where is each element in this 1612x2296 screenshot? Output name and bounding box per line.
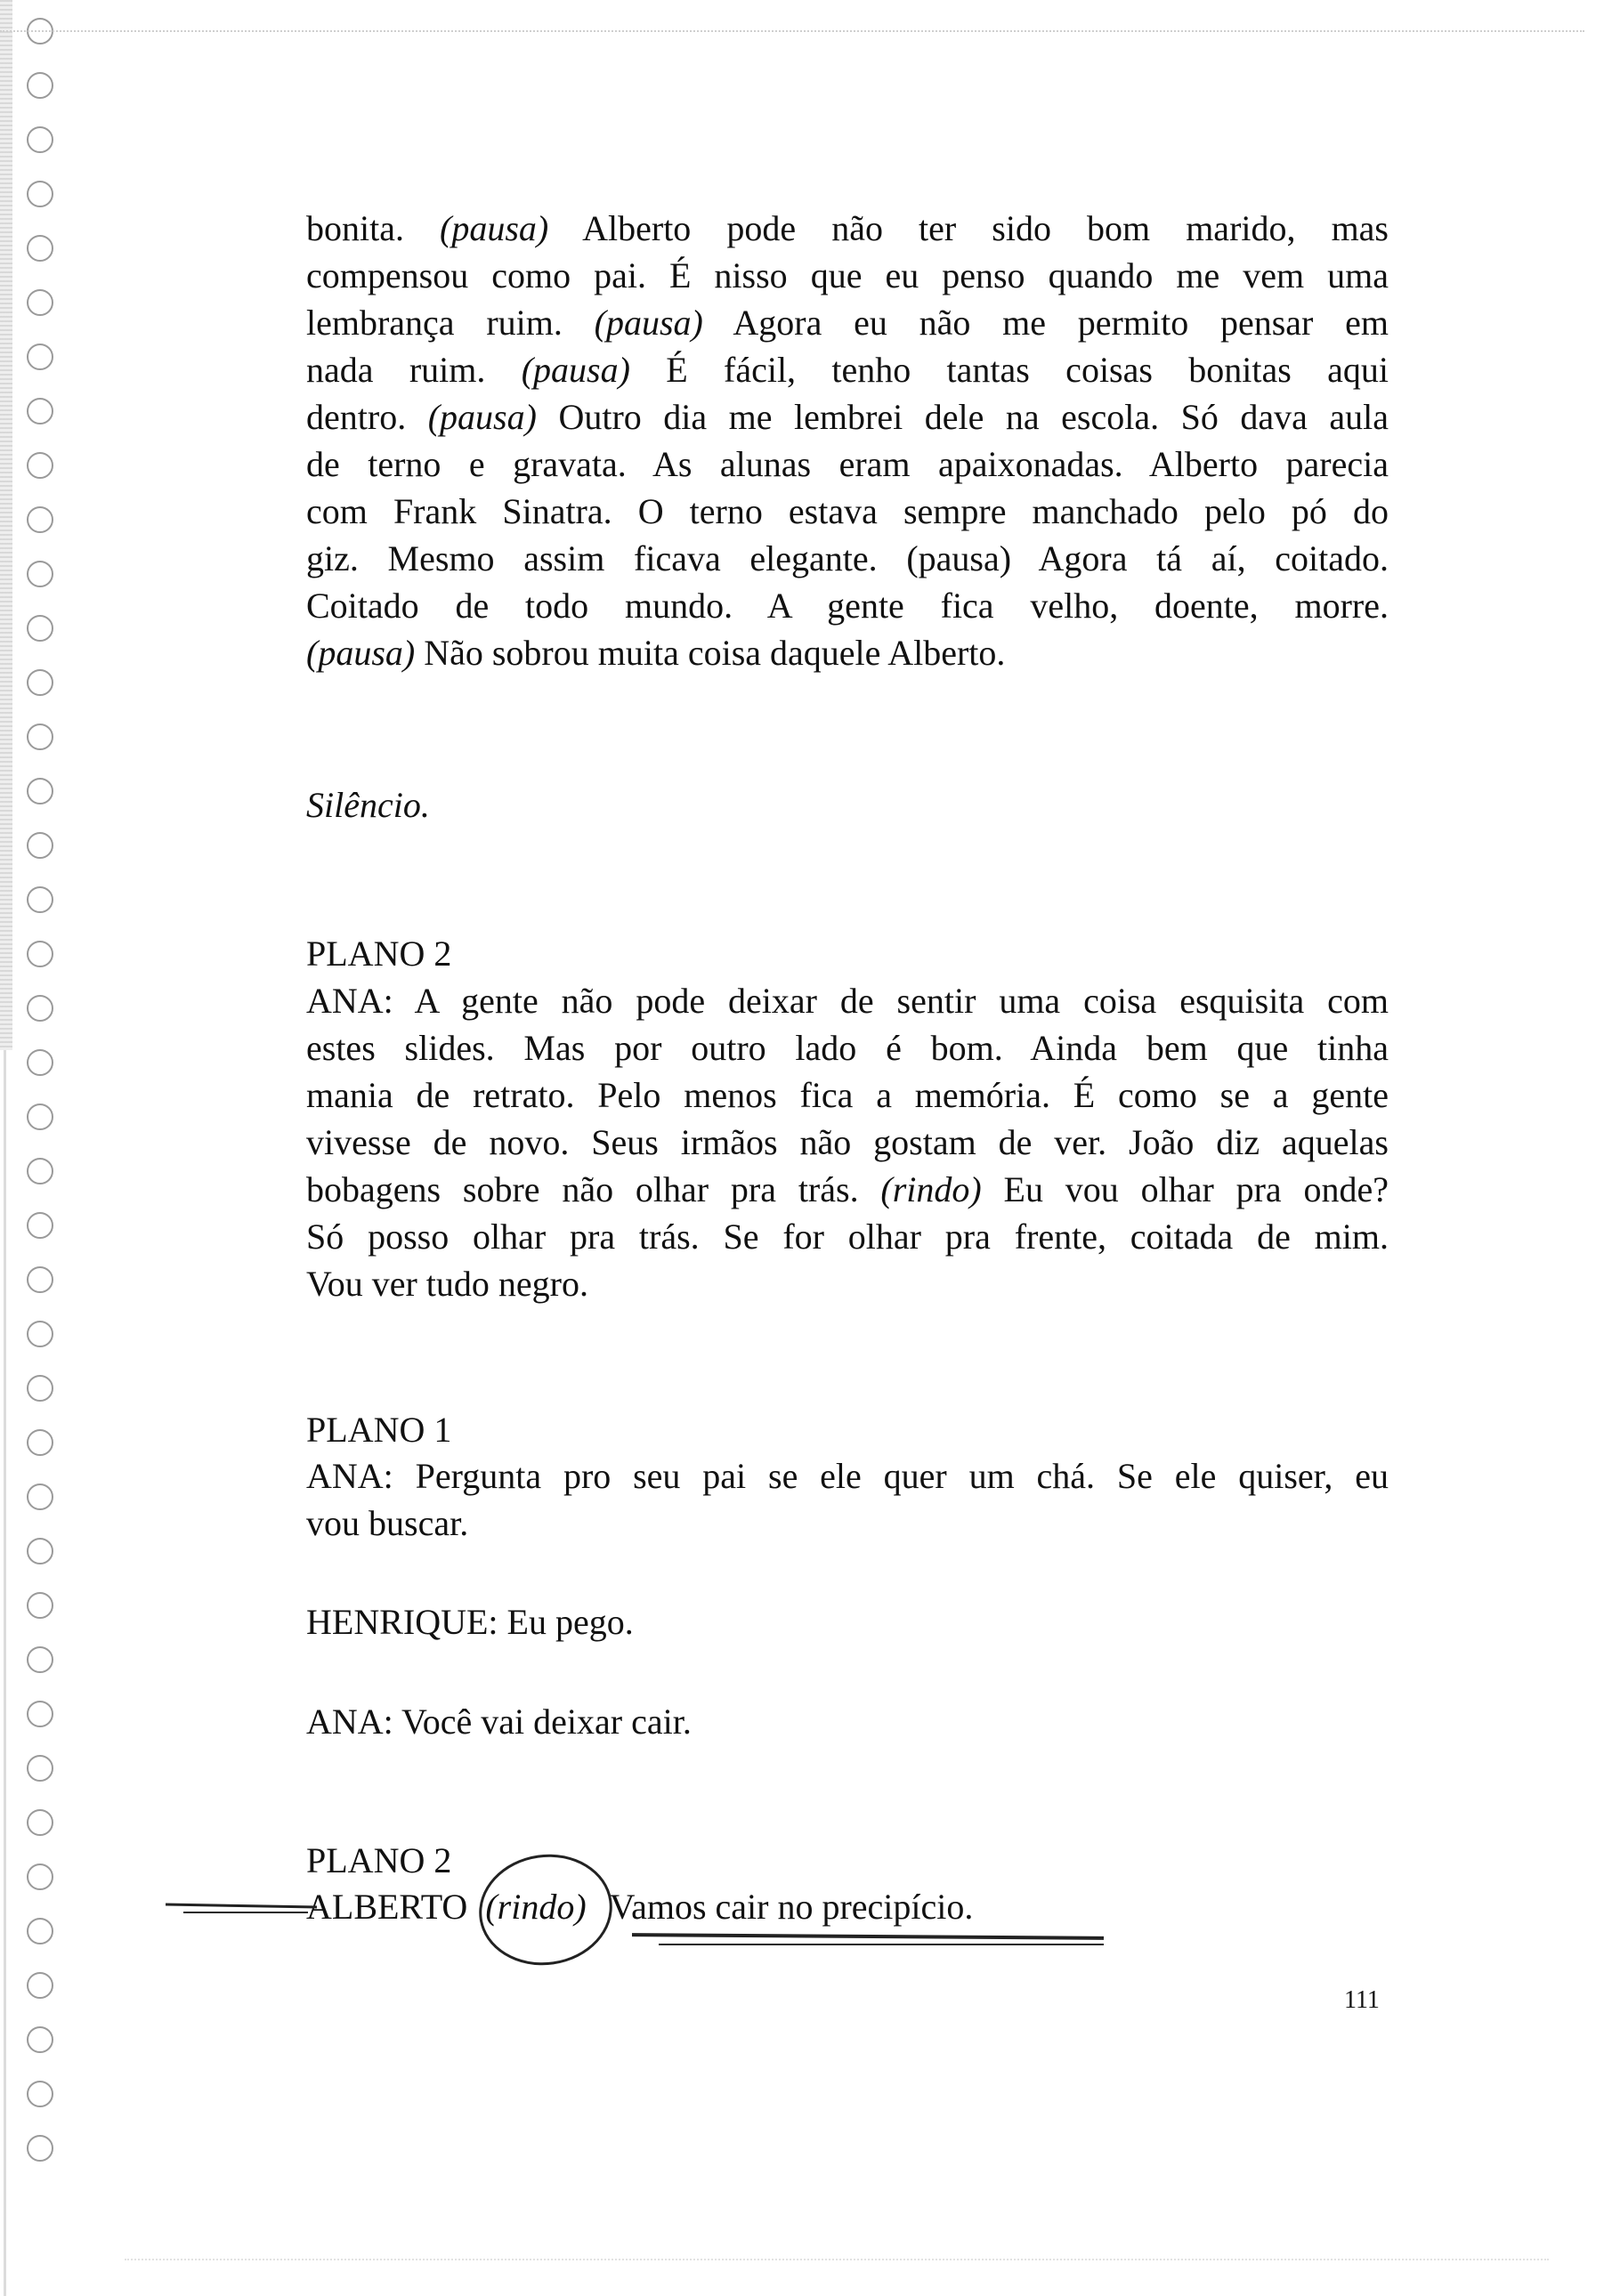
top-dotted-rule bbox=[0, 30, 1584, 32]
binder-hole bbox=[27, 1212, 53, 1239]
stage-note: (pausa) bbox=[521, 350, 630, 390]
binder-hole bbox=[27, 344, 53, 370]
stage-note: (rindo) bbox=[880, 1169, 982, 1209]
binder-hole bbox=[27, 1321, 53, 1347]
line-text: vou buscar. bbox=[306, 1503, 469, 1543]
stage-note: (pausa) bbox=[427, 397, 537, 437]
scene-heading-plano-2: PLANO 2 bbox=[306, 934, 452, 974]
monologue-line bbox=[306, 346, 1389, 393]
ana-question-paragraph bbox=[306, 1452, 1389, 1547]
line-text: mania de retrato. Pelo menos fica a memória. É como se a gente bbox=[306, 1075, 1389, 1115]
monologue-line bbox=[306, 535, 1389, 582]
binder-hole bbox=[27, 181, 53, 207]
bottom-dotted-rule bbox=[125, 2259, 1549, 2260]
stage-note: (pausa) bbox=[306, 633, 416, 673]
ana-speech-line bbox=[306, 1119, 1389, 1166]
binder-hole bbox=[27, 72, 53, 99]
binder-hole bbox=[27, 995, 53, 1022]
speaker-alberto: ALBERTO bbox=[306, 1887, 468, 1927]
binder-hole bbox=[27, 398, 53, 424]
line-text: giz. Mesmo assim ficava elegante. (pausa) Agora tá aí, coitado. bbox=[306, 538, 1389, 578]
monologue-line bbox=[306, 252, 1389, 299]
monologue-line bbox=[306, 205, 1389, 252]
monologue-line bbox=[306, 629, 1389, 676]
binder-hole bbox=[27, 1104, 53, 1130]
monologue-line bbox=[306, 488, 1389, 535]
ana-speech-line bbox=[306, 1213, 1389, 1260]
line-text: ANA: A gente não pode deixar de sentir uma coisa esquisita com bbox=[306, 981, 1389, 1021]
binder-hole bbox=[27, 1158, 53, 1184]
binder-hole bbox=[27, 1863, 53, 1890]
monologue-line bbox=[306, 393, 1389, 441]
line-text: Alberto pode não ter sido bom marido, mas bbox=[548, 208, 1389, 248]
binder-hole bbox=[27, 1592, 53, 1619]
stage-direction-text: Silêncio. bbox=[306, 785, 430, 825]
line-text: compensou como pai. É nisso que eu penso quando me vem uma bbox=[306, 255, 1389, 295]
binder-hole bbox=[27, 452, 53, 479]
binder-hole bbox=[27, 615, 53, 642]
ana-question-line bbox=[306, 1500, 1389, 1547]
binder-hole bbox=[27, 832, 53, 859]
binder-hole bbox=[27, 2081, 53, 2107]
scene-heading-plano-2-final: PLANO 2 bbox=[306, 1840, 452, 1880]
alberto-speech: Vamos cair no precipício. bbox=[609, 1887, 974, 1927]
line-text: com Frank Sinatra. O terno estava sempre manchado pelo pó do bbox=[306, 491, 1389, 531]
binder-hole bbox=[27, 1429, 53, 1456]
binder-hole bbox=[27, 778, 53, 804]
ana-speech-line bbox=[306, 1166, 1389, 1213]
line-text: bobagens sobre não olhar pra trás. bbox=[306, 1169, 881, 1209]
stage-direction bbox=[306, 781, 430, 829]
ana-speech-line bbox=[306, 1260, 1389, 1307]
line-text: Agora eu não me permito pensar em bbox=[702, 303, 1389, 343]
line-text: Só posso olhar pra trás. Se for olhar pra frente, coitada de mim. bbox=[306, 1217, 1389, 1257]
binder-hole bbox=[27, 669, 53, 696]
binder-hole bbox=[27, 886, 53, 913]
binder-hole bbox=[27, 2135, 53, 2162]
line-text: ANA: Pergunta pro seu pai se ele quer um chá. Se ele quiser, eu bbox=[306, 1456, 1389, 1496]
monologue-line bbox=[306, 582, 1389, 629]
binder-hole bbox=[27, 1484, 53, 1510]
binder-hole bbox=[27, 941, 53, 967]
alberto-line bbox=[306, 1883, 973, 1930]
direction-rindo: (rindo) bbox=[485, 1887, 587, 1927]
ana-speech-paragraph bbox=[306, 977, 1389, 1307]
binder-hole bbox=[27, 1049, 53, 1076]
binder-hole bbox=[27, 506, 53, 533]
line-text: Vou ver tudo negro. bbox=[306, 1264, 588, 1304]
binder-hole bbox=[27, 1918, 53, 1944]
pen-strike-mark-2 bbox=[183, 1912, 308, 1913]
binder-hole bbox=[27, 724, 53, 750]
pen-circle-mark bbox=[472, 1846, 620, 1974]
page-number: 111 bbox=[1344, 1986, 1380, 2014]
line-text: vivesse de novo. Seus irmãos não gostam de ver. João diz aquelas bbox=[306, 1122, 1389, 1162]
line-text: lembrança ruim. bbox=[306, 303, 595, 343]
pen-underline-mark-2 bbox=[659, 1944, 1104, 1945]
binder-edge-lower bbox=[4, 1050, 6, 2296]
line-text: dentro. bbox=[306, 397, 428, 437]
monologue-line bbox=[306, 299, 1389, 346]
pen-strike-mark bbox=[166, 1904, 317, 1909]
binder-hole bbox=[27, 289, 53, 316]
line-text: Eu vou olhar pra onde? bbox=[981, 1169, 1389, 1209]
stage-note: (pausa) bbox=[594, 303, 703, 343]
line-text: Outro dia me lembrei dele na escola. Só dava aula bbox=[536, 397, 1389, 437]
scene-heading-plano-1: PLANO 1 bbox=[306, 1410, 452, 1450]
line-text: nada ruim. bbox=[306, 350, 522, 390]
line-text: Coitado de todo mundo. A gente fica velho, doente, morre. bbox=[306, 586, 1389, 626]
binder-hole bbox=[27, 1266, 53, 1293]
binder-hole bbox=[27, 1701, 53, 1727]
ana-speech-line bbox=[306, 977, 1389, 1024]
binder-hole bbox=[27, 1375, 53, 1402]
ana-speech-line bbox=[306, 1071, 1389, 1119]
ana-question-line bbox=[306, 1452, 1389, 1500]
monologue-line bbox=[306, 441, 1389, 488]
binder-hole bbox=[27, 126, 53, 153]
binder-hole bbox=[27, 235, 53, 262]
stage-note: (pausa) bbox=[440, 208, 549, 248]
binder-hole bbox=[27, 1755, 53, 1782]
henrique-line: HENRIQUE: Eu pego. bbox=[306, 1602, 634, 1642]
binder-edge bbox=[0, 0, 12, 1050]
pen-underline-mark bbox=[632, 1933, 1104, 1940]
monologue-paragraph bbox=[306, 205, 1389, 676]
line-text: bonita. bbox=[306, 208, 441, 248]
binder-hole bbox=[27, 1972, 53, 1999]
binder-hole bbox=[27, 1538, 53, 1564]
binder-hole bbox=[27, 1809, 53, 1836]
line-text: É fácil, tenho tantas coisas bonitas aqui bbox=[629, 350, 1389, 390]
line-text: de terno e gravata. As alunas eram apaixonadas. Alberto parecia bbox=[306, 444, 1389, 484]
binder-hole bbox=[27, 2026, 53, 2053]
line-text: estes slides. Mas por outro lado é bom. Ainda bem que tinha bbox=[306, 1028, 1389, 1068]
binder-margin bbox=[0, 0, 71, 2278]
ana-reply-line: ANA: Você vai deixar cair. bbox=[306, 1702, 692, 1742]
binder-hole bbox=[27, 561, 53, 587]
ana-speech-line bbox=[306, 1024, 1389, 1071]
binder-hole bbox=[27, 1646, 53, 1673]
line-text: Não sobrou muita coisa daquele Alberto. bbox=[415, 633, 1006, 673]
